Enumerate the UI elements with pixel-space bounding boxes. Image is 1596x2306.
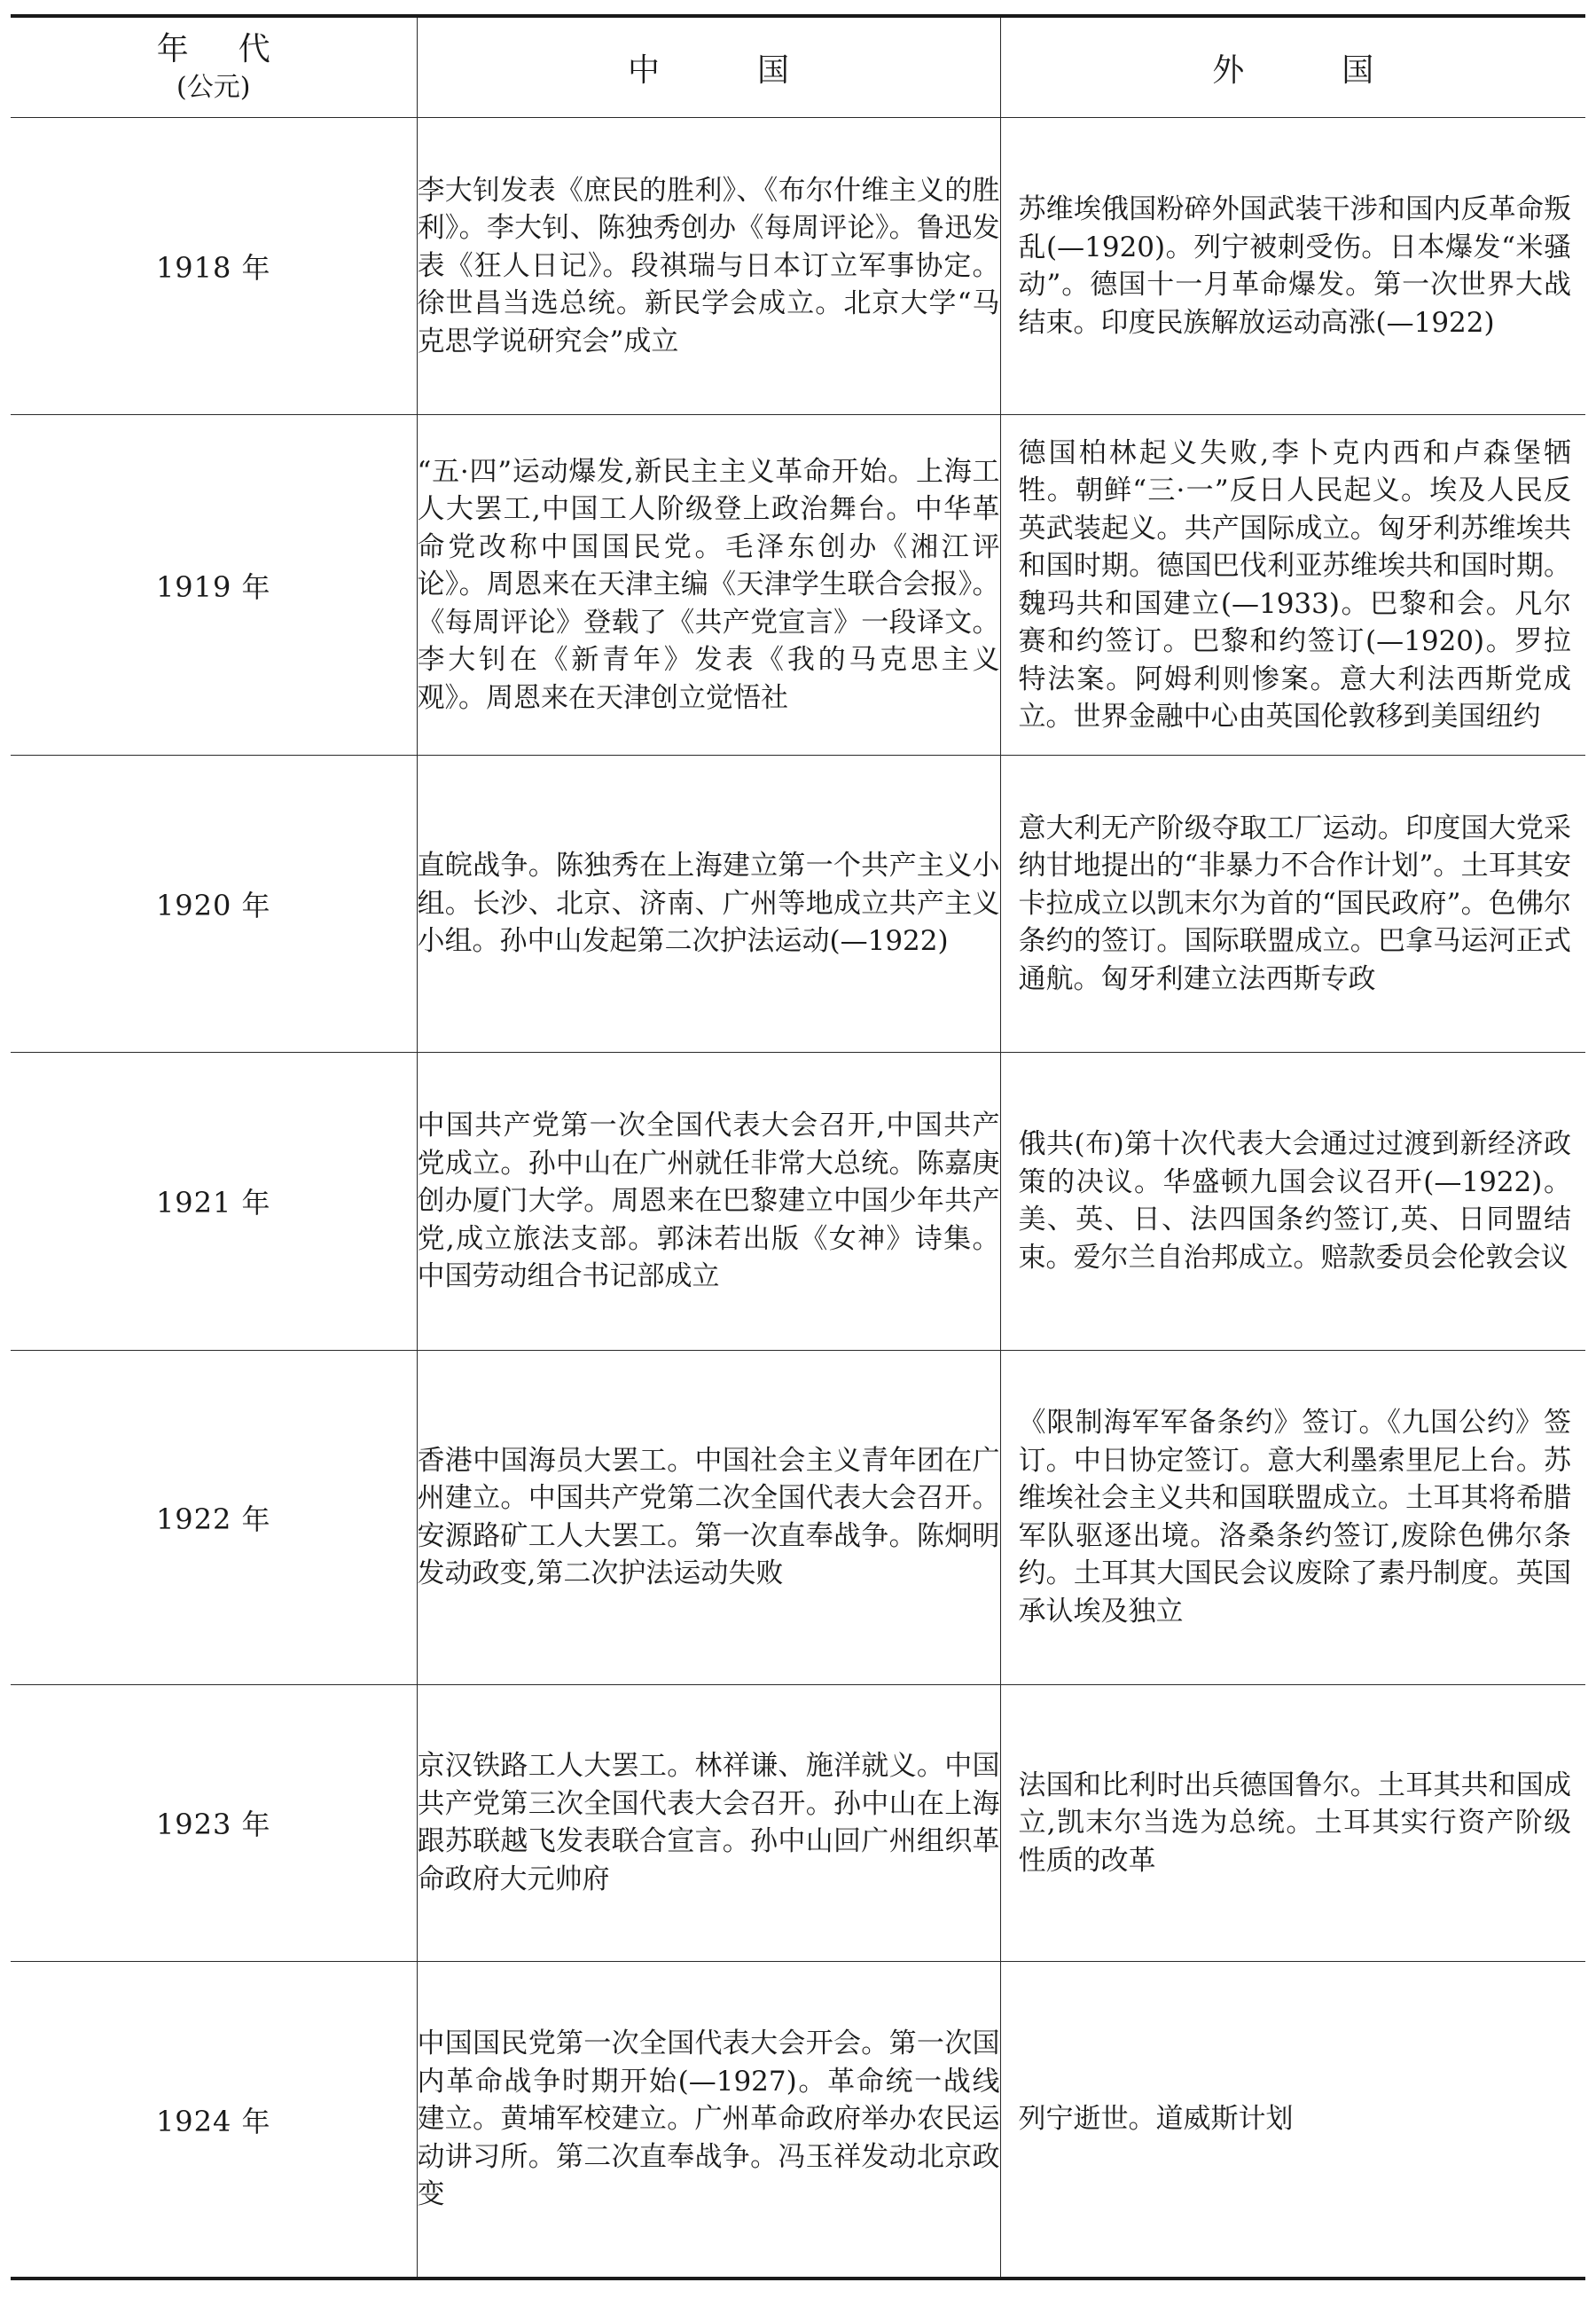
year-cell: 1922 年	[11, 1350, 417, 1684]
year-cell: 1921 年	[11, 1053, 417, 1350]
china-events-cell: 李大钊发表《庶民的胜利》、《布尔什维主义的胜利》。李大钊、陈独秀创办《每周评论》。鲁迅发表《狂人日记》。段祺瑞与日本订立军事协定。徐世昌当选总统。新民学会成立。北京大学“马克思学说研究会”成立	[417, 118, 1000, 415]
foreign-events-cell: 德国柏林起义失败,李卜克内西和卢森堡牺牲。朝鲜“三·一”反日人民起义。埃及人民反英武装起义。共产国际成立。匈牙利苏维埃共和国时期。德国巴伐利亚苏维埃共和国时期。魏玛共和国建立(—1933)。巴黎和会。凡尔赛和约签订。巴黎和约签订(—1920)。罗拉特法案。阿姆利则惨案。意大利法西斯党成立。世界金融中心由英国伦敦移到美国纽约	[1000, 415, 1585, 755]
header-foreign	[1000, 16, 1585, 118]
year-cell: 1918 年	[11, 118, 417, 415]
table-row	[11, 118, 1585, 415]
table-header-row	[11, 16, 1585, 118]
chronology-page	[11, 14, 1585, 2292]
header-china	[417, 16, 1000, 118]
header-year	[11, 16, 417, 118]
header-year-main: 年代	[156, 31, 320, 67]
foreign-events-cell: 俄共(布)第十次代表大会通过过渡到新经济政策的决议。华盛顿九国会议召开(—1922)。美、英、日、法四国条约签订,英、日同盟结束。爱尔兰自治邦成立。赔款委员会伦敦会议	[1000, 1053, 1585, 1350]
china-events-cell: “五·四”运动爆发,新民主主义革命开始。上海工人大罢工,中国工人阶级登上政治舞台。中华革命党改称中国国民党。毛泽东创办《湘江评论》。周恩来在天津主编《天津学生联合会报》。《每周评论》登载了《共产党宣言》一段译文。李大钊在《新青年》发表《我的马克思主义观》。周恩来在天津创立觉悟社	[417, 415, 1000, 755]
china-events-cell: 香港中国海员大罢工。中国社会主义青年团在广州建立。中国共产党第二次全国代表大会召开。安源路矿工人大罢工。第一次直奉战争。陈炯明发动政变,第二次护法运动失败	[417, 1350, 1000, 1684]
table-row	[11, 1053, 1585, 1350]
china-events-cell: 中国国民党第一次全国代表大会开会。第一次国内革命战争时期开始(—1927)。革命统一战线建立。黄埔军校建立。广州革命政府举办农民运动讲习所。第二次直奉战争。冯玉祥发动北京政变	[417, 1962, 1000, 2279]
china-events-cell: 中国共产党第一次全国代表大会召开,中国共产党成立。孙中山在广州就任非常大总统。陈嘉庚创办厦门大学。周恩来在巴黎建立中国少年共产党,成立旅法支部。郭沫若出版《女神》诗集。中国劳动组合书记部成立	[417, 1053, 1000, 1350]
year-cell: 1924 年	[11, 1962, 417, 2279]
table-row	[11, 1962, 1585, 2279]
foreign-events-cell: 列宁逝世。道威斯计划	[1000, 1962, 1585, 2279]
table-row	[11, 755, 1585, 1052]
table-row	[11, 415, 1585, 755]
table-row	[11, 1684, 1585, 1962]
foreign-events-cell: 苏维埃俄国粉碎外国武装干涉和国内反革命叛乱(—1920)。列宁被刺受伤。日本爆发“米骚动”。德国十一月革命爆发。第一次世界大战结束。印度民族解放运动高涨(—1922)	[1000, 118, 1585, 415]
header-china-label: 中国	[627, 51, 887, 89]
foreign-events-cell: 意大利无产阶级夺取工厂运动。印度国大党采纳甘地提出的“非暴力不合作计划”。土耳其安卡拉成立以凯末尔为首的“国民政府”。色佛尔条约的签订。国际联盟成立。巴拿马运河正式通航。匈牙利建立法西斯专政	[1000, 755, 1585, 1052]
year-cell: 1923 年	[11, 1684, 417, 1962]
chronology-table	[11, 14, 1585, 2280]
year-cell: 1919 年	[11, 415, 417, 755]
year-cell: 1920 年	[11, 755, 417, 1052]
china-events-cell: 直皖战争。陈独秀在上海建立第一个共产主义小组。长沙、北京、济南、广州等地成立共产主义小组。孙中山发起第二次护法运动(—1922)	[417, 755, 1000, 1052]
header-year-sub: (公元)	[176, 72, 251, 103]
table-row	[11, 1350, 1585, 1684]
foreign-events-cell: 《限制海军军备条约》签订。《九国公约》签订。中日协定签订。意大利墨索里尼上台。苏维埃社会主义共和国联盟成立。土耳其将希腊军队驱逐出境。洛桑条约签订,废除色佛尔条约。土耳其大国民会议废除了素丹制度。英国承认埃及独立	[1000, 1350, 1585, 1684]
china-events-cell: 京汉铁路工人大罢工。林祥谦、施洋就义。中国共产党第三次全国代表大会召开。孙中山在上海跟苏联越飞发表联合宣言。孙中山回广州组织革命政府大元帅府	[417, 1684, 1000, 1962]
header-foreign-label: 外国	[1212, 51, 1472, 89]
foreign-events-cell: 法国和比利时出兵德国鲁尔。土耳其共和国成立,凯末尔当选为总统。土耳其实行资产阶级性质的改革	[1000, 1684, 1585, 1962]
